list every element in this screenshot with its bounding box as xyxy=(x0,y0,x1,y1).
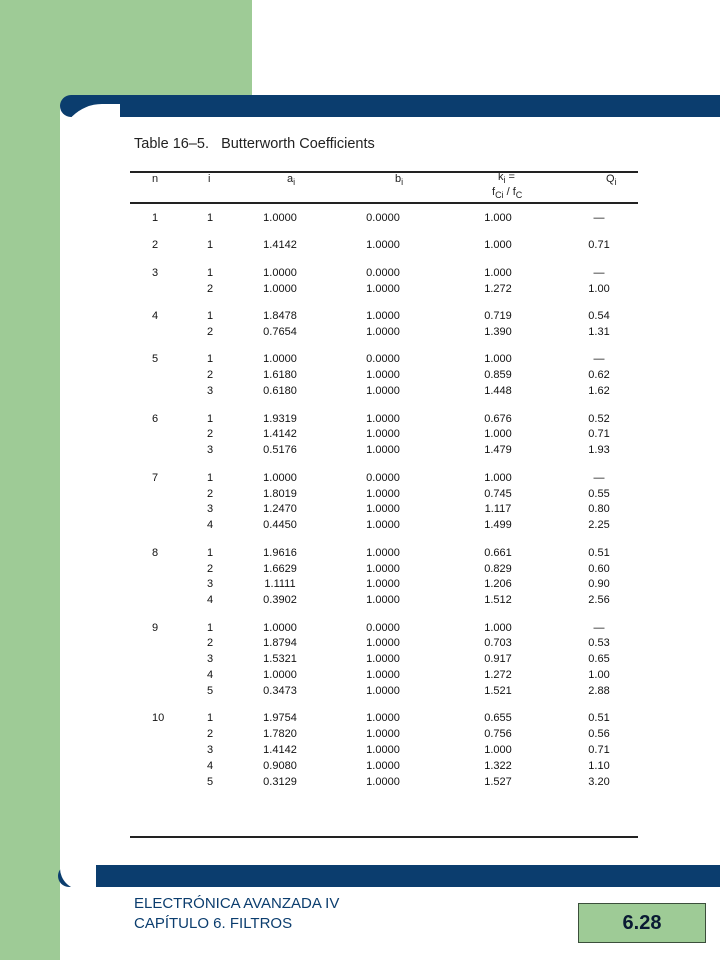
cell-a: 1.4142 xyxy=(263,744,297,757)
cell-q: 3.20 xyxy=(588,775,610,788)
cell-n xyxy=(130,325,190,341)
cell-n xyxy=(130,562,190,578)
cell-a: 1.8478 xyxy=(263,310,297,323)
cell-b: 1.0000 xyxy=(366,412,400,425)
cell-k: 1.527 xyxy=(484,775,512,788)
cell-n: 4 xyxy=(152,310,159,323)
cell-a: 1.6180 xyxy=(263,369,297,382)
table-header-rule xyxy=(130,202,638,204)
cell-k: 1.521 xyxy=(484,685,512,697)
cell-i: 1 xyxy=(206,412,214,425)
cell-q: 0.51 xyxy=(588,712,610,725)
cell-q: 0.55 xyxy=(588,487,610,500)
cell-q: — xyxy=(593,266,605,279)
cell-a: 1.0000 xyxy=(263,353,297,366)
cell-q: — xyxy=(593,471,605,484)
cell-n: 1 xyxy=(152,212,159,224)
table-bottom-rule xyxy=(130,836,638,838)
cell-a: 1.0000 xyxy=(263,669,297,682)
cell-n: 9 xyxy=(152,621,159,634)
header-q: $Q_i$ xyxy=(606,173,617,187)
cell-i: 3 xyxy=(206,444,214,457)
table-row xyxy=(130,352,638,368)
cell-a: 0.4450 xyxy=(263,519,297,532)
header-b: $b_i$ xyxy=(395,173,404,187)
cell-b: 1.0000 xyxy=(366,685,400,697)
table-row xyxy=(130,652,638,668)
table-row xyxy=(130,211,638,227)
table-row xyxy=(130,238,638,254)
cell-n xyxy=(130,368,190,384)
footer-line-2: CAPÍTULO 6. FILTROS xyxy=(134,915,293,932)
table-row xyxy=(130,562,638,578)
cell-i: 4 xyxy=(206,594,214,607)
cell-q: 1.10 xyxy=(588,759,610,772)
table-row xyxy=(130,502,638,518)
cell-n xyxy=(130,427,190,443)
cell-a: 1.9754 xyxy=(263,712,297,725)
cell-i: 3 xyxy=(206,653,214,666)
cell-k: 0.745 xyxy=(484,487,512,500)
table-row xyxy=(130,668,638,684)
footer-course-text xyxy=(134,894,339,934)
cell-b: 1.0000 xyxy=(366,428,400,441)
cell-k: 0.703 xyxy=(484,637,512,650)
top-navy-bar xyxy=(60,95,720,117)
bottom-navy-bar xyxy=(58,865,720,887)
cell-i: 1 xyxy=(206,546,214,559)
table-row xyxy=(130,427,638,443)
cell-k: 1.322 xyxy=(484,759,512,772)
cell-b: 0.0000 xyxy=(366,353,400,366)
cell-i: 2 xyxy=(206,369,214,382)
cell-k: 0.719 xyxy=(484,310,512,323)
cell-q: 1.62 xyxy=(588,385,610,398)
cell-k: 1.000 xyxy=(484,266,512,279)
cell-n: 6 xyxy=(152,412,159,425)
table-row xyxy=(130,384,638,400)
cell-q: 0.65 xyxy=(588,653,610,666)
cell-i: 2 xyxy=(206,282,214,295)
cell-k: 1.499 xyxy=(484,519,512,532)
cell-b: 1.0000 xyxy=(366,759,400,772)
cell-k: 1.000 xyxy=(484,428,512,441)
cell-i: 2 xyxy=(206,487,214,500)
cell-q: 0.71 xyxy=(588,239,610,252)
table-row xyxy=(130,759,638,775)
cell-b: 0.0000 xyxy=(366,621,400,634)
cell-n xyxy=(130,487,190,503)
cell-a: 1.0000 xyxy=(263,471,297,484)
cell-n xyxy=(130,668,190,684)
cell-b: 1.0000 xyxy=(366,594,400,607)
cell-i: 2 xyxy=(206,562,214,575)
cell-b: 1.0000 xyxy=(366,310,400,323)
cell-i: 3 xyxy=(206,744,214,757)
cell-a: 0.7654 xyxy=(263,326,297,338)
cell-n xyxy=(130,282,190,298)
cell-k: 1.206 xyxy=(484,578,512,591)
cell-a: 1.0000 xyxy=(263,212,297,224)
cell-n xyxy=(130,759,190,775)
cell-q: 0.56 xyxy=(588,728,610,741)
cell-a: 1.0000 xyxy=(263,621,297,634)
cell-k: 1.000 xyxy=(484,353,512,366)
cell-k: 1.000 xyxy=(484,239,512,252)
cell-i: 1 xyxy=(206,266,214,279)
cell-a: 0.3129 xyxy=(263,775,297,788)
cell-q: 0.71 xyxy=(588,744,610,757)
cell-i: 1 xyxy=(206,212,214,224)
cell-i: 1 xyxy=(206,712,214,725)
cell-a: 1.2470 xyxy=(263,503,297,516)
left-green-band xyxy=(0,0,60,960)
cell-b: 0.0000 xyxy=(366,471,400,484)
cell-b: 1.0000 xyxy=(366,578,400,591)
cell-b: 1.0000 xyxy=(366,503,400,516)
cell-b: 1.0000 xyxy=(366,546,400,559)
cell-q: 1.93 xyxy=(588,444,610,457)
table-row xyxy=(130,711,638,727)
cell-n xyxy=(130,502,190,518)
row-group xyxy=(130,711,638,790)
cell-a: 1.0000 xyxy=(263,266,297,279)
cell-k: 1.512 xyxy=(484,594,512,607)
table-row xyxy=(130,471,638,487)
cell-b: 1.0000 xyxy=(366,669,400,682)
cell-a: 1.5321 xyxy=(263,653,297,666)
header-k: $k_i$ = xyxy=(498,171,515,185)
table-row xyxy=(130,727,638,743)
cell-q: 0.54 xyxy=(588,310,610,323)
page-number-badge: 6.28 xyxy=(578,903,706,943)
row-group xyxy=(130,352,638,400)
table-row xyxy=(130,636,638,652)
cell-b: 1.0000 xyxy=(366,487,400,500)
cell-i: 1 xyxy=(206,353,214,366)
cell-i: 2 xyxy=(206,326,214,338)
cell-q: 0.90 xyxy=(588,578,610,591)
cell-b: 1.0000 xyxy=(366,369,400,382)
header-i: i xyxy=(208,173,211,185)
cell-q: 0.53 xyxy=(588,637,610,650)
cell-q: 0.80 xyxy=(588,503,610,516)
cell-q: 2.56 xyxy=(588,594,610,607)
cell-q: 0.52 xyxy=(588,412,610,425)
cell-n: 8 xyxy=(152,546,159,559)
cell-k: 1.117 xyxy=(484,503,512,516)
cell-k: 1.272 xyxy=(484,282,512,295)
cell-n xyxy=(130,684,190,700)
cell-n xyxy=(130,593,190,609)
cell-b: 1.0000 xyxy=(366,637,400,650)
cell-k: 1.000 xyxy=(484,471,512,484)
cell-q: — xyxy=(593,621,605,634)
cell-q: — xyxy=(593,353,605,366)
cell-b: 1.0000 xyxy=(366,712,400,725)
cell-a: 1.1111 xyxy=(264,578,296,591)
row-group xyxy=(130,238,638,254)
cell-b: 0.0000 xyxy=(366,212,400,224)
table-row xyxy=(130,593,638,609)
cell-a: 1.4142 xyxy=(263,428,297,441)
cell-i: 4 xyxy=(206,759,214,772)
row-group xyxy=(130,546,638,609)
cell-b: 1.0000 xyxy=(366,653,400,666)
cell-q: 0.51 xyxy=(588,546,610,559)
row-group xyxy=(130,471,638,534)
cell-q: 2.25 xyxy=(588,519,610,532)
cell-q: 0.60 xyxy=(588,562,610,575)
cell-i: 5 xyxy=(206,775,214,788)
cell-a: 0.9080 xyxy=(263,759,297,772)
cell-i: 2 xyxy=(206,428,214,441)
cell-b: 1.0000 xyxy=(366,239,400,252)
cell-q: 0.71 xyxy=(588,428,610,441)
cell-b: 1.0000 xyxy=(366,444,400,457)
cell-i: 1 xyxy=(206,621,214,634)
cell-a: 1.9616 xyxy=(263,546,297,559)
cell-k: 0.917 xyxy=(484,653,512,666)
cell-i: 5 xyxy=(206,685,214,697)
footer-line-1: ELECTRÓNICA AVANZADA IV xyxy=(134,895,340,912)
cell-b: 1.0000 xyxy=(366,728,400,741)
row-group xyxy=(130,412,638,460)
table-row xyxy=(130,309,638,325)
row-group xyxy=(130,621,638,700)
cell-i: 2 xyxy=(206,637,214,650)
cell-k: 0.756 xyxy=(484,728,512,741)
cell-i: 4 xyxy=(206,519,214,532)
cell-k: 0.829 xyxy=(484,562,512,575)
header-k-ratio: $f_{Ci} / f_C$ xyxy=(492,186,523,200)
cell-q: 1.31 xyxy=(588,326,610,338)
header-a: $a_i$ xyxy=(287,173,296,187)
top-green-band xyxy=(60,0,252,106)
cell-i: 1 xyxy=(206,239,214,252)
cell-k: 0.655 xyxy=(484,712,512,725)
cell-a: 1.8019 xyxy=(263,487,297,500)
table-row xyxy=(130,546,638,562)
cell-a: 1.0000 xyxy=(263,282,297,295)
cell-n xyxy=(130,577,190,593)
cell-k: 0.859 xyxy=(484,369,512,382)
table-row xyxy=(130,775,638,791)
cell-n xyxy=(130,775,190,791)
cell-i: 2 xyxy=(206,728,214,741)
table-row xyxy=(130,743,638,759)
table-row xyxy=(130,577,638,593)
cell-a: 0.3902 xyxy=(263,594,297,607)
cell-a: 1.9319 xyxy=(263,412,297,425)
table-row xyxy=(130,282,638,298)
cell-n: 10 xyxy=(152,712,165,725)
cell-n: 5 xyxy=(152,353,159,366)
cell-k: 0.661 xyxy=(484,546,512,559)
cell-k: 0.676 xyxy=(484,412,512,425)
cell-a: 0.3473 xyxy=(263,685,297,697)
cell-a: 1.8794 xyxy=(263,637,297,650)
cell-k: 1.000 xyxy=(484,621,512,634)
cell-q: 1.00 xyxy=(588,282,610,295)
cell-n: 3 xyxy=(152,266,159,279)
cell-k: 1.272 xyxy=(484,669,512,682)
table-row xyxy=(130,368,638,384)
cell-q: — xyxy=(593,212,605,224)
row-group xyxy=(130,266,638,298)
cell-k: 1.448 xyxy=(484,385,512,398)
cell-n xyxy=(130,636,190,652)
cell-i: 3 xyxy=(206,503,214,516)
cell-i: 1 xyxy=(206,471,214,484)
cell-i: 3 xyxy=(206,578,214,591)
cell-n xyxy=(130,652,190,668)
cell-k: 1.390 xyxy=(484,326,512,338)
cell-n xyxy=(130,443,190,459)
table-top-rule xyxy=(130,171,638,173)
cell-b: 1.0000 xyxy=(366,326,400,338)
cell-b: 1.0000 xyxy=(366,775,400,788)
cell-n xyxy=(130,743,190,759)
table-row xyxy=(130,443,638,459)
table-title: Table 16–5. Butterworth Coefficients xyxy=(134,136,375,152)
table-row xyxy=(130,412,638,428)
cell-n xyxy=(130,384,190,400)
cell-a: 0.6180 xyxy=(263,385,297,398)
cell-n xyxy=(130,518,190,534)
coefficient-table-body xyxy=(130,211,638,802)
cell-k: 1.000 xyxy=(484,212,512,224)
cell-b: 1.0000 xyxy=(366,385,400,398)
cell-n: 2 xyxy=(152,239,159,252)
table-row xyxy=(130,325,638,341)
cell-i: 1 xyxy=(206,310,214,323)
row-group xyxy=(130,309,638,341)
header-n: n xyxy=(152,173,159,185)
cell-b: 1.0000 xyxy=(366,562,400,575)
table-row xyxy=(130,621,638,637)
cell-q: 0.62 xyxy=(588,369,610,382)
cell-k: 1.000 xyxy=(484,744,512,757)
table-row xyxy=(130,487,638,503)
cell-b: 1.0000 xyxy=(366,519,400,532)
cell-i: 3 xyxy=(206,385,214,398)
table-row xyxy=(130,684,638,700)
cell-a: 1.7820 xyxy=(263,728,297,741)
cell-a: 0.5176 xyxy=(263,444,297,457)
cell-b: 0.0000 xyxy=(366,266,400,279)
cell-a: 1.4142 xyxy=(263,239,297,252)
cell-b: 1.0000 xyxy=(366,744,400,757)
table-row xyxy=(130,266,638,282)
cell-q: 1.00 xyxy=(588,669,610,682)
table-row xyxy=(130,518,638,534)
cell-a: 1.6629 xyxy=(263,562,297,575)
row-group xyxy=(130,211,638,227)
cell-n xyxy=(130,727,190,743)
cell-n: 7 xyxy=(152,471,159,484)
cell-q: 2.88 xyxy=(588,685,610,697)
cell-b: 1.0000 xyxy=(366,282,400,295)
cell-k: 1.479 xyxy=(484,444,512,457)
cell-i: 4 xyxy=(206,669,214,682)
